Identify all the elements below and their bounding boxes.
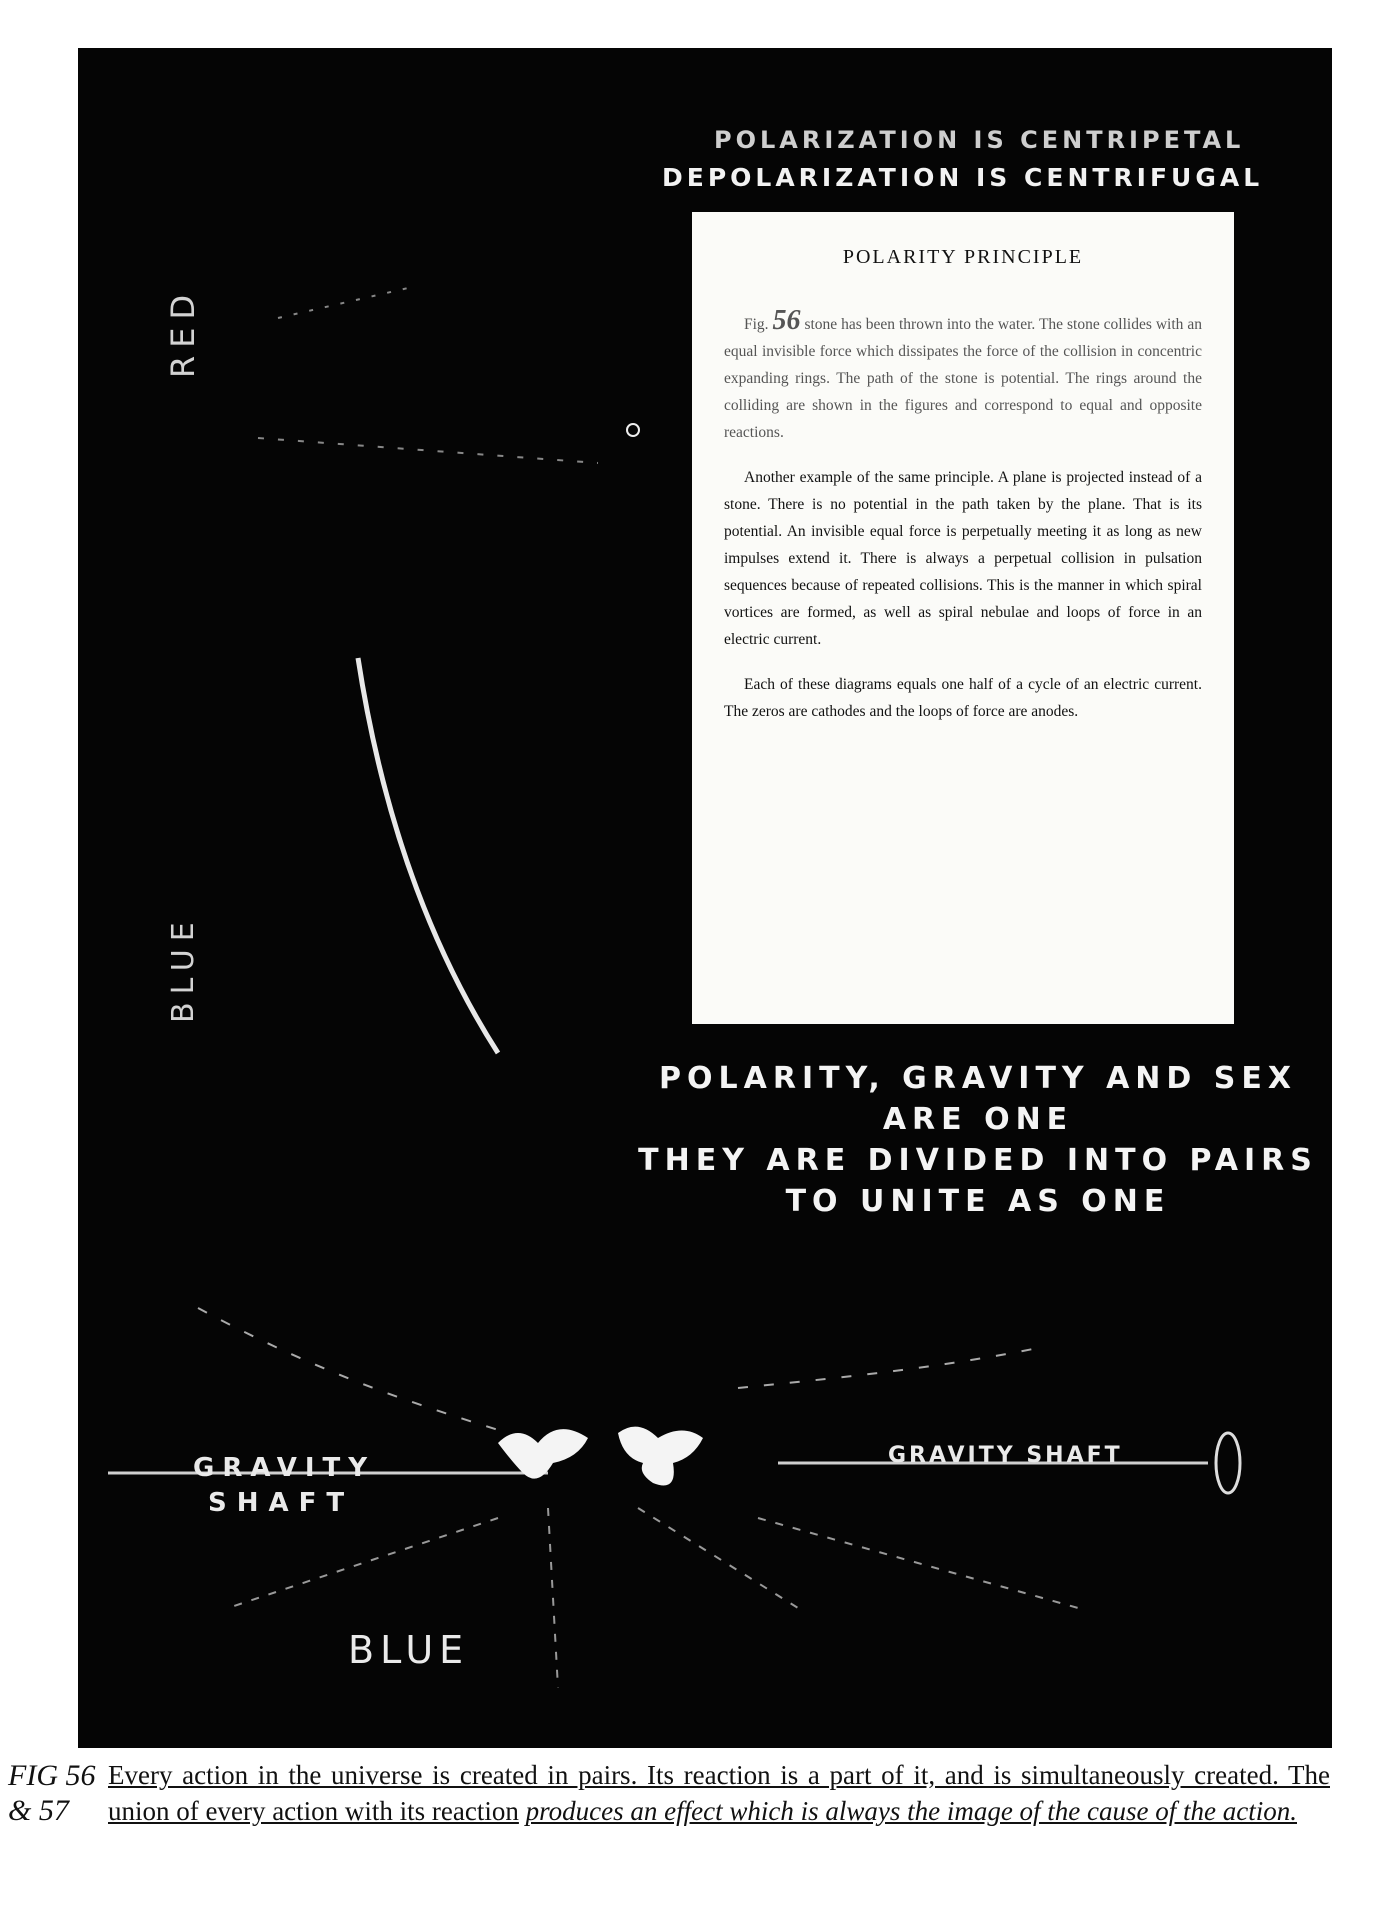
- ray: [638, 1508, 798, 1608]
- label-red: RED: [164, 286, 202, 378]
- panel-title: POLARITY PRINCIPLE: [842, 246, 1084, 268]
- slogan-line: TO UNITE AS ONE: [785, 1184, 1171, 1219]
- faint-line: [258, 438, 598, 463]
- label-shaft-left: SHAFT: [208, 1488, 355, 1518]
- label-blue-left: BLUE: [166, 914, 201, 1023]
- slogan-line: THEY ARE DIVIDED INTO PAIRS: [638, 1143, 1318, 1178]
- label-gravity-left: GRAVITY: [193, 1453, 376, 1483]
- header-depolarization: DEPOLARIZATION IS CENTRIFUGAL: [662, 163, 1264, 192]
- slogan: [618, 1058, 1332, 1222]
- caption-part-1: Every action in the universe is created in pairs. Its reaction is a part of it, and is simultaneously created. The union of every action with its reaction: [108, 1760, 1330, 1826]
- figure-caption: [108, 1757, 1330, 1829]
- photo-plate: [78, 48, 1332, 1748]
- curve-arc: [358, 658, 498, 1053]
- panel-paragraph-2: Another example of the same principle. A plane is projected instead of a stone. There is no potential in the path taken by the plane. That is its potential. An invisible equal force is perpetually meeting it as long as new impulses extend it. There is always a perpetual collision in pulsation sequences because of repeated collisions. This is the manner in which spiral vortices are formed, as well as spiral nebulae and loops of force in an electric current.: [724, 469, 1202, 648]
- slogan-line: POLARITY, GRAVITY AND SEX: [659, 1061, 1297, 1096]
- header-polarization: POLARIZATION IS CENTRIPETAL: [714, 126, 1245, 154]
- ray: [548, 1508, 558, 1688]
- panel-paragraph-3: Each of these diagrams equals one half of a cycle of an electric current. The zeros are cathodes and the loops of force are anodes.: [724, 676, 1202, 720]
- faint-line: [278, 288, 408, 318]
- ray: [228, 1518, 498, 1608]
- lower-arc: [198, 1308, 508, 1433]
- small-circle: [627, 424, 639, 436]
- caption-part-2: produces an effect which is always the image of the cause of the action.: [525, 1796, 1297, 1826]
- end-ellipse: [1216, 1433, 1240, 1493]
- center-shape-left: [498, 1429, 588, 1479]
- handwritten-figure-note: FIG 56 & 57: [8, 1759, 96, 1827]
- label-gravity-shaft-right: GRAVITY SHAFT: [888, 1443, 1123, 1468]
- slogan-line: ARE ONE: [882, 1102, 1074, 1137]
- panel-paragraph-1: Fig. 56 stone has been thrown into the water. The stone collides with an equal invisible force which dissipates the force of the collision in concentric expanding rings. The path of the stone is potential. The rings around the colliding are shown in the figures and correspond to equal and opposite reactions.: [724, 305, 1202, 441]
- ray: [758, 1518, 1078, 1608]
- center-shape-right: [618, 1427, 703, 1486]
- lower-arc-right: [738, 1348, 1038, 1388]
- polarity-principle-panel: [692, 212, 1234, 1024]
- handwritten-fig-ref: 56: [772, 305, 801, 336]
- label-blue-bottom: BLUE: [348, 1628, 470, 1672]
